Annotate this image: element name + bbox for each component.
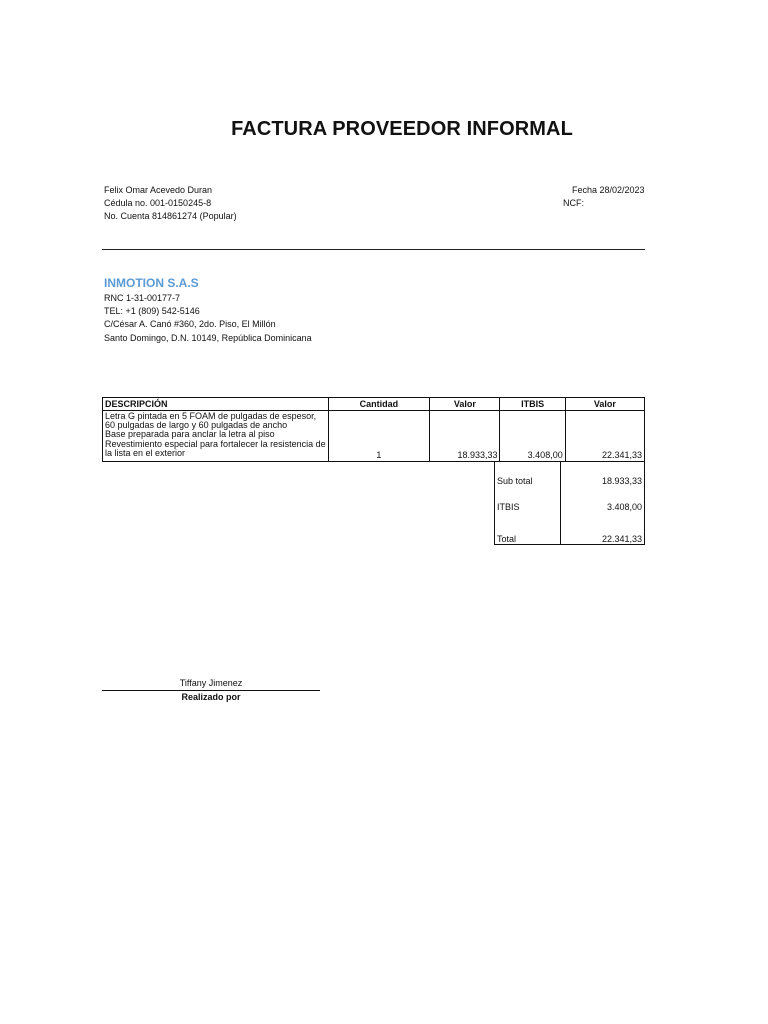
signer-name: Tiffany Jimenez: [179, 678, 243, 688]
total-label: Total: [495, 512, 561, 545]
client-rnc: RNC 1-31-00177-7: [104, 293, 181, 303]
itbis-amount: 3.408,00: [561, 486, 645, 512]
invoice-title: FACTURA PROVEEDOR INFORMAL: [231, 118, 573, 140]
vendor-account: No. Cuenta 814861274 (Popular): [104, 211, 237, 221]
description-line: la lista en el exterior: [105, 448, 186, 458]
client-address-line-2: Santo Domingo, D.N. 10149, República Dominicana: [104, 332, 312, 343]
items-table: [102, 397, 645, 462]
description-line: Letra G pintada en 5 FOAM de pulgadas de espesor,: [105, 412, 317, 421]
header-quantity: Cantidad: [328, 398, 430, 411]
description-line: 60 pulgadas de largo y 60 pulgadas de ancho: [105, 421, 288, 431]
header-divider: [102, 249, 645, 250]
item-description: [103, 411, 329, 462]
header-itbis: ITBIS: [500, 398, 565, 411]
invoice-ncf: NCF:: [563, 198, 584, 208]
header-total: Valor: [565, 398, 644, 411]
vendor-name: Felix Omar Acevedo Duran: [104, 185, 213, 195]
vendor-cedula: Cédula no. 001-0150245-8: [104, 198, 212, 208]
signature-line: [102, 690, 320, 691]
total-amount: 22.341,33: [561, 512, 645, 545]
header-value: Valor: [430, 398, 500, 411]
subtotal-label: Sub total: [495, 461, 561, 486]
subtotal-row: [495, 461, 645, 486]
client-name: INMOTION S.A.S: [104, 276, 199, 290]
item-value: 18.933,33: [430, 411, 500, 462]
itbis-label: ITBIS: [495, 486, 561, 512]
client-tel: TEL: +1 (809) 542-5146: [104, 306, 200, 317]
client-info: [104, 292, 312, 345]
client-address-line-1: C/César A. Canó #360, 2do. Piso, El Millón: [104, 319, 276, 330]
invoice-date: Fecha 28/02/2023: [572, 185, 645, 195]
item-quantity: 1: [328, 411, 430, 462]
description-line: Revestimiento especial para fortalecer la resistencia de: [105, 439, 326, 449]
signature-label: Realizado por: [181, 692, 241, 702]
vendor-info: [104, 184, 237, 223]
total-row: [495, 512, 645, 545]
totals-table: [494, 461, 645, 545]
header-description: DESCRIPCIÓN: [103, 398, 329, 411]
subtotal-amount: 18.933,33: [561, 461, 645, 486]
items-header-row: [103, 398, 645, 411]
item-total: 22.341,33: [565, 411, 644, 462]
description-line: Base preparada para anclar la letra al piso: [105, 430, 275, 440]
itbis-row: [495, 486, 645, 512]
table-row: [103, 411, 645, 462]
item-itbis: 3.408,00: [500, 411, 565, 462]
